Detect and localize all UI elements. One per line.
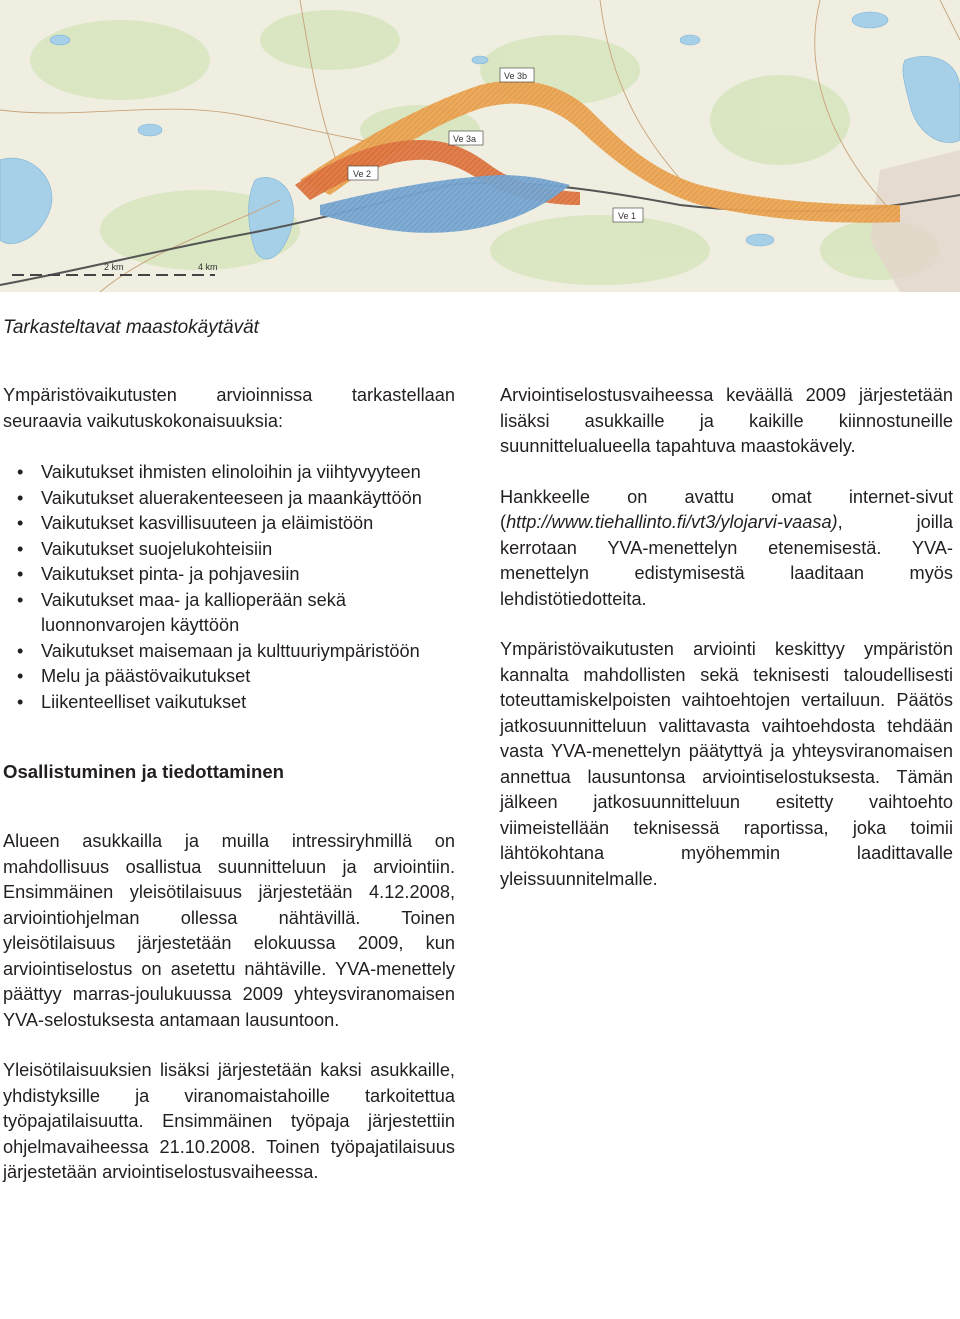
assessment-paragraph: Ympäristövaikutusten arviointi keskittyy ympäristön kannalta mahdollisten sekä teknisesti taloudellisesti toteuttamiskelpoisten vaihtoehtojen vertailuun. Päätös jatkosuunnitteluun valittavasta vaihtoehdosta tehdään vasta YVA-menettelyn päätyttyä ja yhteysviranomaisen annettua lausuntonsa arviointiselostuksesta. Tämän jälkeen jatkosuunnitteluun esitetty vaihtoehto viimeistellään teknisessä raportissa, joka toimii lähtökohtana myöhemmin laadittavalle yleissuunnitelmalle.: [500, 639, 953, 889]
label-ve1: Ve 1: [618, 211, 637, 221]
participation-paragraph: Alueen asukkailla ja muilla intressiryhmillä on mahdollisuus osallistua suunnitteluun ja arviointiin. Ensimmäinen yleisötilaisuus järjestetään 4.12.2008, arviointiohjelman ollessa nähtävillä. Toinen yleisötilaisuus järjestetään elokuussa 2009, kun arviointiselostus on asetettu nähtäville. YVA-menettely päättyy marras-joulukuussa 2009 yhteysviranomaisen YVA-selostuksesta antamaan lausuntoon.: [3, 831, 455, 1030]
list-item: • Liikenteelliset vaikutukset: [3, 690, 455, 716]
list-item: • Melu ja päästövaikutukset: [3, 664, 455, 690]
label-ve3b: Ve 3b: [504, 71, 528, 81]
right-column: [500, 383, 953, 892]
list-item: • Vaikutukset ihmisten elinoloihin ja viihtyvyyteen: [3, 460, 455, 486]
website-link[interactable]: http://www.tiehallinto.fi/vt3/ylojarvi-vaasa): [506, 512, 838, 532]
website-paragraph: [500, 485, 953, 613]
list-item: • Vaikutukset kasvillisuuteen ja eläimistöön: [3, 511, 455, 537]
workshop-paragraph: Yleisötilaisuuksien lisäksi järjestetään kaksi asukkaille, yhdistyksille ja viranomaistahoille tarkoitettua työpajatilaisuutta. Ensimmäinen työpaja järjestettiin ohjelmavaiheessa 21.10.2008. Toinen työpajatilaisuus järjestetään arviointiselostusvaiheessa.: [3, 1060, 455, 1182]
list-item: • Vaikutukset suojelukohteisiin: [3, 537, 455, 563]
label-ve2: Ve 2: [353, 169, 372, 179]
route-corridor-map: [0, 0, 960, 292]
impacts-intro: Ympäristövaikutusten arvioinnissa tarkastellaan seuraavia vaikutuskokonaisuuksia:: [3, 385, 455, 431]
list-item: • Vaikutukset maisemaan ja kulttuuriympäristöön: [3, 639, 455, 665]
scale-tick-1: 2 km: [104, 262, 124, 272]
section-title: Osallistuminen ja tiedottaminen: [3, 761, 285, 782]
list-item: • Vaikutukset aluerakenteeseen ja maankäyttöön: [3, 486, 455, 512]
field-walk-paragraph: Arviointiselostusvaiheessa keväällä 2009 järjestetään lisäksi asukkaille ja kaikille kiinnostuneille suunnittelualueella tapahtuva maastokävely.: [500, 385, 953, 456]
scale-tick-2: 4 km: [198, 262, 218, 272]
website-text-before: Hankkeelle on avattu omat internet-sivut (: [500, 486, 953, 532]
impacts-list: [3, 460, 455, 715]
list-item: • Vaikutukset maa- ja kallioperään sekä luonnonvarojen käyttöön: [3, 588, 455, 639]
label-ve3a: Ve 3a: [453, 134, 477, 144]
list-item: • Vaikutukset pinta- ja pohjavesiin: [3, 562, 455, 588]
map-caption: Tarkasteltavat maastokäytävät: [3, 317, 259, 338]
left-column: [3, 383, 455, 1186]
website-text-after: , joilla kerrotaan YVA-menettelyn etenemisestä. YVA-menettelyn edistymisestä laaditaan myös lehdistötiedotteita.: [500, 512, 953, 609]
